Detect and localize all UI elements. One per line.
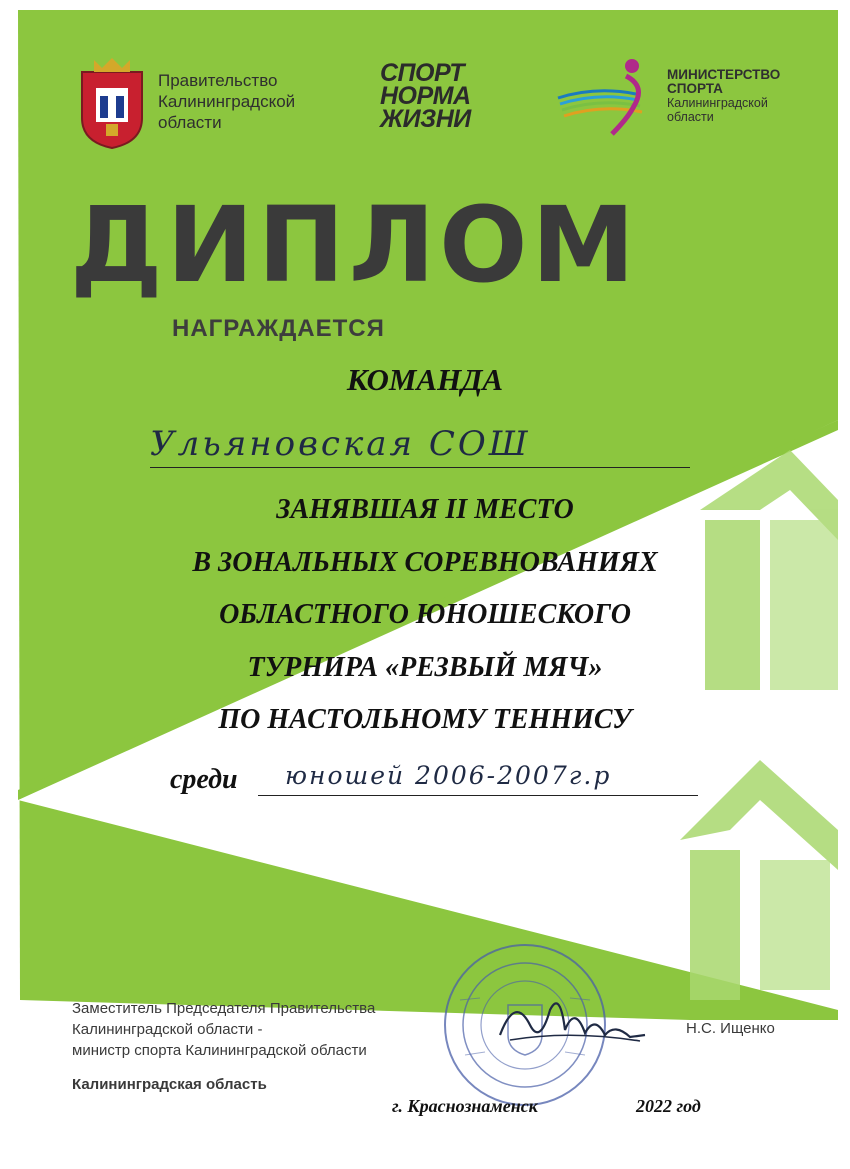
signer-name: Н.С. Ищенко	[686, 1020, 775, 1037]
award-line: В ЗОНАЛЬНЫХ СОРЕВНОВАНИЯХ	[192, 546, 658, 578]
ministry-line: Калининградской	[667, 96, 768, 110]
year-label: 2022 год	[636, 1096, 701, 1116]
awarded-label: НАГРАЖДАЕТСЯ	[172, 315, 385, 342]
ministry-line: СПОРТА	[667, 81, 723, 96]
signer-title-line: Заместитель Председателя Правительства	[72, 1000, 376, 1017]
ministry-logo-icon	[556, 56, 664, 138]
signer-title-line: Калининградской области -	[72, 1021, 263, 1038]
award-line: ПО НАСТОЛЬНОМУ ТЕННИСУ	[218, 704, 632, 735]
award-line: ЗАНЯВШАЯ II МЕСТО	[276, 494, 574, 525]
government-label	[158, 70, 358, 133]
government-line: Калининградской	[158, 92, 296, 111]
among-underline	[258, 795, 698, 796]
team-underline	[150, 467, 690, 468]
ministry-label	[667, 68, 780, 124]
government-line: области	[158, 113, 222, 132]
government-line: Правительство	[158, 71, 278, 90]
sport-logo-line: НОРМА	[380, 82, 471, 110]
award-description	[0, 484, 850, 747]
coat-of-arms-icon	[76, 58, 148, 150]
recipient-type: КОМАНДА	[346, 362, 504, 397]
award-line: ОБЛАСТНОГО ЮНОШЕСКОГО	[219, 599, 631, 630]
ministry-line: области	[667, 110, 714, 124]
team-name-handwritten: Ульяновская СОШ	[150, 424, 531, 464]
ministry-line: МИНИСТЕРСТВО	[667, 67, 781, 82]
sport-logo-line: ЖИЗНИ	[380, 105, 471, 133]
award-line: ТУРНИРА «РЕЗВЫЙ МЯЧ»	[247, 651, 603, 683]
among-value-handwritten: юношей 2006-2007г.р	[285, 761, 612, 790]
sport-logo-line: СПОРТ	[380, 59, 464, 87]
signer-title-line: министр спорта Калининградской области	[72, 1042, 367, 1059]
signature-icon	[490, 985, 650, 1055]
diploma-title: ДИПЛОМ	[70, 184, 639, 306]
among-label: среди	[170, 764, 238, 795]
sport-norm-logo	[380, 59, 471, 133]
city-label: г. Краснознаменск	[392, 1096, 538, 1116]
region-label: Калининградская область	[72, 1076, 267, 1093]
signer-title	[72, 998, 375, 1061]
